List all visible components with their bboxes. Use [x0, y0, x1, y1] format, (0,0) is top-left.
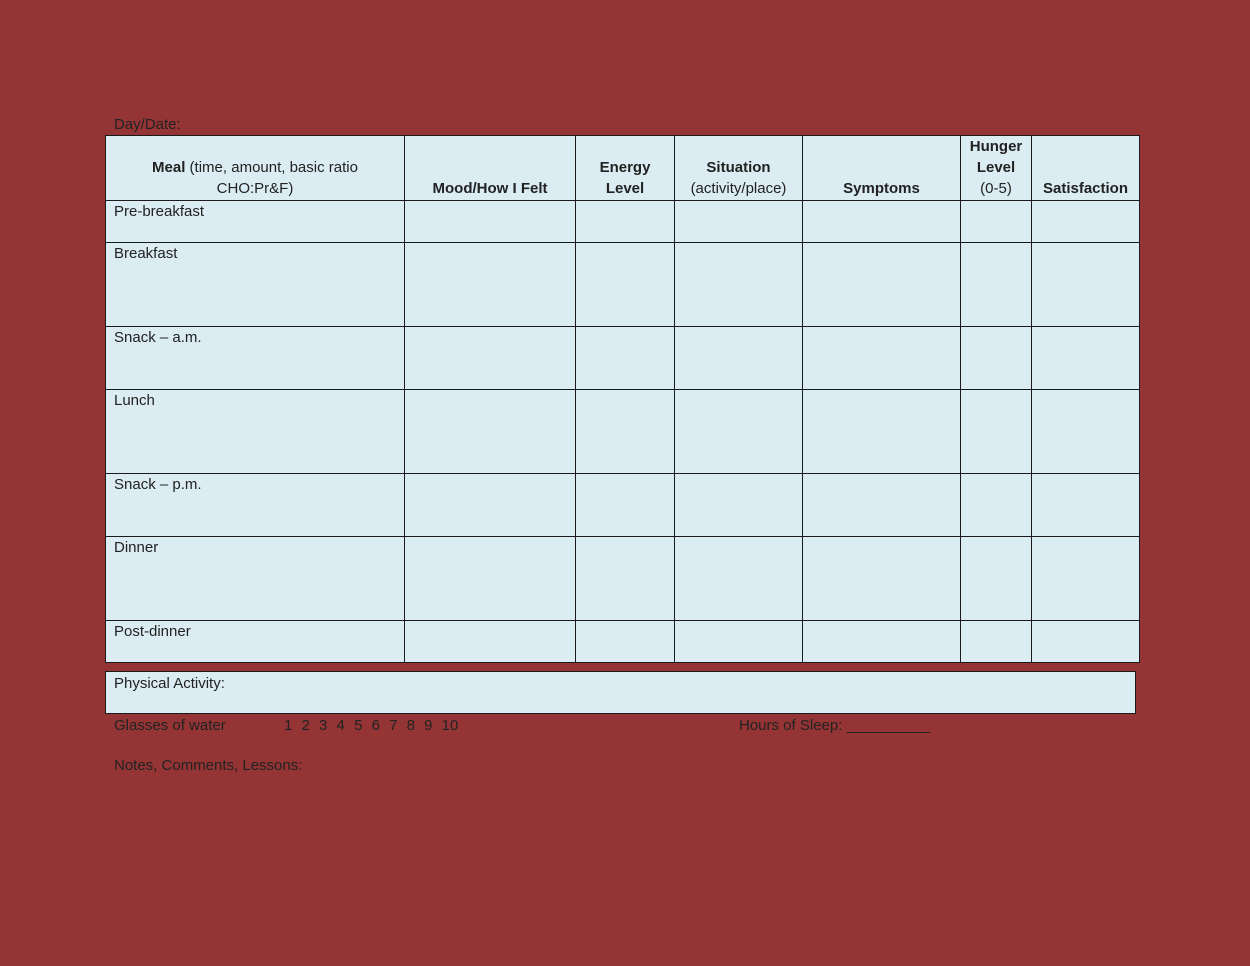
situation-cell[interactable]: [675, 201, 803, 243]
row-label: Dinner: [106, 537, 405, 621]
table-row: [106, 537, 1140, 621]
water-glass-4[interactable]: 4: [336, 717, 345, 734]
mood-cell[interactable]: [405, 327, 576, 390]
energy-cell[interactable]: [576, 621, 675, 663]
situation-cell[interactable]: [675, 621, 803, 663]
symptoms-cell[interactable]: [803, 474, 961, 537]
day-date-label: Day/Date:: [114, 116, 181, 133]
hunger-cell[interactable]: [961, 327, 1032, 390]
water-glass-numbers: [284, 717, 463, 734]
header-hunger-level: Hunger Level (0-5): [961, 136, 1032, 201]
row-label: Snack – p.m.: [106, 474, 405, 537]
situation-cell[interactable]: [675, 243, 803, 327]
symptoms-cell[interactable]: [803, 621, 961, 663]
hunger-cell[interactable]: [961, 621, 1032, 663]
physical-activity-label: Physical Activity:: [114, 675, 225, 692]
situation-cell[interactable]: [675, 390, 803, 474]
situation-cell[interactable]: [675, 474, 803, 537]
hunger-cell[interactable]: [961, 474, 1032, 537]
mood-cell[interactable]: [405, 201, 576, 243]
satisfaction-cell[interactable]: [1032, 474, 1140, 537]
table-row: [106, 474, 1140, 537]
mood-cell[interactable]: [405, 621, 576, 663]
hunger-cell[interactable]: [961, 390, 1032, 474]
table-row: [106, 390, 1140, 474]
symptoms-cell[interactable]: [803, 327, 961, 390]
water-label: Glasses of water: [114, 717, 226, 734]
satisfaction-cell[interactable]: [1032, 201, 1140, 243]
hours-of-sleep-field[interactable]: Hours of Sleep: __________: [739, 717, 930, 734]
row-label: Pre-breakfast: [106, 201, 405, 243]
table-row: [106, 327, 1140, 390]
satisfaction-cell[interactable]: [1032, 621, 1140, 663]
header-symptoms: Symptoms: [803, 136, 961, 201]
energy-cell[interactable]: [576, 243, 675, 327]
header-meal: Meal (time, amount, basic ratio CHO:Pr&F): [106, 136, 405, 201]
symptoms-cell[interactable]: [803, 201, 961, 243]
satisfaction-cell[interactable]: [1032, 327, 1140, 390]
satisfaction-cell[interactable]: [1032, 390, 1140, 474]
situation-cell[interactable]: [675, 327, 803, 390]
water-glass-1[interactable]: 1: [284, 717, 293, 734]
table-row: [106, 621, 1140, 663]
mood-cell[interactable]: [405, 243, 576, 327]
header-energy-level: Energy Level: [576, 136, 675, 201]
row-label: Post-dinner: [106, 621, 405, 663]
table-row: [106, 243, 1140, 327]
mood-cell[interactable]: [405, 537, 576, 621]
symptoms-cell[interactable]: [803, 390, 961, 474]
symptoms-cell[interactable]: [803, 243, 961, 327]
water-glass-3[interactable]: 3: [319, 717, 328, 734]
row-label: Breakfast: [106, 243, 405, 327]
row-label: Snack – a.m.: [106, 327, 405, 390]
satisfaction-cell[interactable]: [1032, 243, 1140, 327]
water-glass-6[interactable]: 6: [371, 717, 380, 734]
hunger-cell[interactable]: [961, 537, 1032, 621]
hunger-cell[interactable]: [961, 243, 1032, 327]
header-situation: Situation (activity/place): [675, 136, 803, 201]
food-mood-log-table: [105, 135, 1140, 663]
physical-activity-box[interactable]: [105, 671, 1136, 714]
mood-cell[interactable]: [405, 390, 576, 474]
water-glass-2[interactable]: 2: [301, 717, 310, 734]
notes-label: Notes, Comments, Lessons:: [114, 757, 303, 774]
water-glass-10[interactable]: 10: [441, 717, 459, 734]
energy-cell[interactable]: [576, 474, 675, 537]
energy-cell[interactable]: [576, 327, 675, 390]
water-glass-7[interactable]: 7: [389, 717, 398, 734]
energy-cell[interactable]: [576, 537, 675, 621]
header-satisfaction: Satisfaction: [1032, 136, 1140, 201]
satisfaction-cell[interactable]: [1032, 537, 1140, 621]
table-row: [106, 201, 1140, 243]
row-label: Lunch: [106, 390, 405, 474]
water-glass-5[interactable]: 5: [354, 717, 363, 734]
mood-cell[interactable]: [405, 474, 576, 537]
energy-cell[interactable]: [576, 390, 675, 474]
symptoms-cell[interactable]: [803, 537, 961, 621]
water-glass-8[interactable]: 8: [406, 717, 415, 734]
situation-cell[interactable]: [675, 537, 803, 621]
water-glass-9[interactable]: 9: [424, 717, 433, 734]
header-mood: Mood/How I Felt: [405, 136, 576, 201]
hunger-cell[interactable]: [961, 201, 1032, 243]
energy-cell[interactable]: [576, 201, 675, 243]
